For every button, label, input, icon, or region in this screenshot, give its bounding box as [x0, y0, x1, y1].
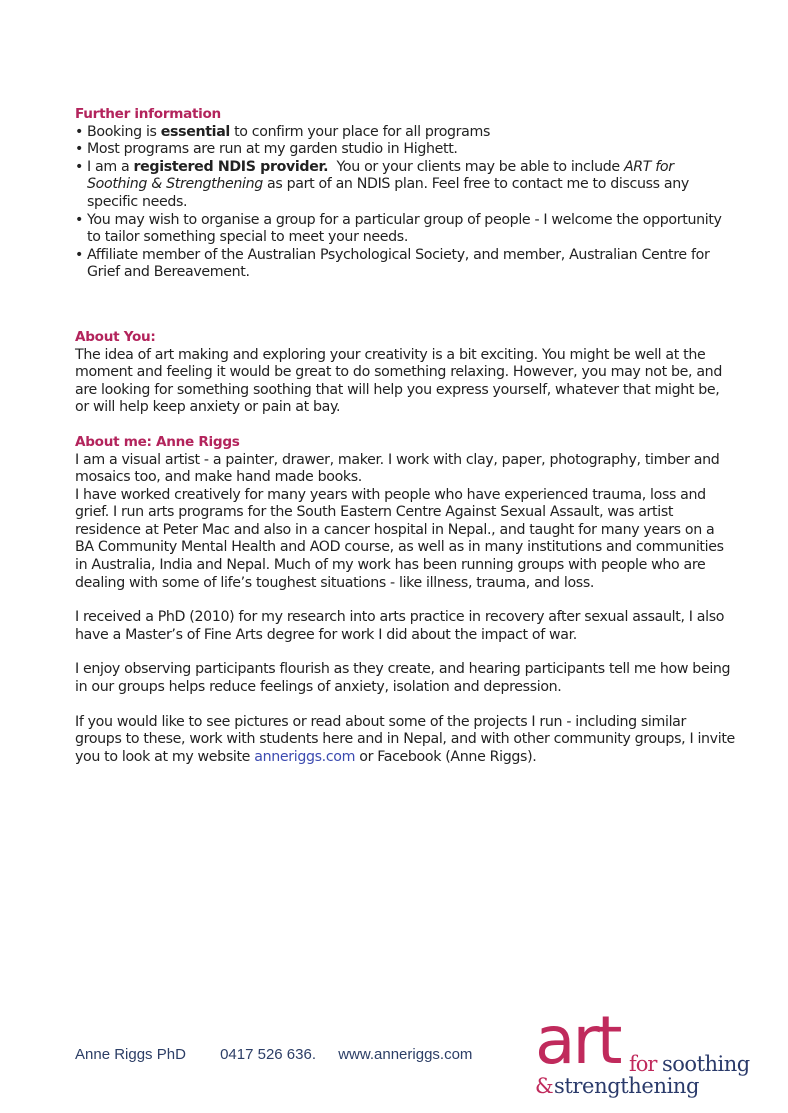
list-item-text: You may wish to organise a group for a particular group of people - I welcome the opportunity to tailor something special to meet your needs.	[87, 211, 722, 246]
spacer	[75, 592, 735, 609]
bullet-icon: •	[75, 246, 84, 263]
list-item-text: I am a	[87, 158, 134, 175]
about-me-paragraph	[75, 714, 735, 767]
about-me-heading: About me: Anne Riggs	[75, 433, 240, 450]
bullet-icon: •	[75, 158, 84, 175]
paragraph-text: If you would like to see pictures or read about some of the projects I run - including similar groups to these, work with students here and in Nepal, and with other community groups, I invite you to look at my website	[75, 713, 735, 765]
spacer	[75, 644, 735, 661]
about-me-paragraph: I received a PhD (2010) for my research into arts practice in recovery after sexual assault, I also have a Master’s of Fine Arts degree for work I did about the impact of war.	[75, 609, 725, 643]
list-item	[75, 124, 735, 142]
list-item	[75, 247, 735, 282]
footer-website-link[interactable]: www.anneriggs.com	[338, 1046, 473, 1063]
list-item-italic: ART for Soothing & Strengthening	[87, 158, 674, 193]
brand-logo	[535, 1002, 765, 1107]
about-you-heading: About You:	[75, 328, 156, 345]
list-item	[75, 141, 735, 159]
spacer	[75, 697, 735, 714]
list-item-text: Most programs are run at my garden studio in Highett.	[87, 141, 458, 158]
logo-for-text: for	[629, 1052, 657, 1076]
list-item-text: You or your clients may be able to include	[328, 158, 624, 175]
about-me-paragraph: I have worked creatively for many years with people who have experienced trauma, loss and grief. I run arts programs for the South Eastern Centre Against Sexual Assault, was artist residence at Peter Mac and also in a cancer hospital in Nepal., and taught for many years on a BA Community Mental Health and AOD course, as well as in many institutions and communities in Australia, India and Nepal. Much of my work has been running groups with people who are dealing with some of life’s toughest situations - like illness, trauma, and loss.	[75, 486, 724, 591]
footer-name: Anne Riggs PhD	[75, 1046, 186, 1063]
logo-strengthening-text: strengthening	[554, 1074, 700, 1098]
spacer	[75, 282, 735, 329]
list-item-text: Booking is	[87, 123, 161, 140]
footer	[75, 1046, 472, 1063]
list-item-bold: registered NDIS provider.	[133, 158, 329, 175]
logo-ampersand: &	[535, 1074, 554, 1098]
bullet-icon: •	[75, 141, 84, 158]
about-me-paragraph: I am a visual artist - a painter, drawer, maker. I work with clay, paper, photography, timber and mosaics too, and make hand made books.	[75, 451, 720, 486]
list-item-text: to confirm your place for all programs	[229, 123, 491, 140]
bullet-icon: •	[75, 211, 84, 228]
website-link[interactable]: anneriggs.com	[254, 748, 356, 765]
further-information-section	[75, 106, 735, 282]
paragraph-text: or Facebook (Anne Riggs).	[355, 748, 537, 765]
about-you-section	[75, 329, 735, 417]
footer-phone: 0417 526 636.	[220, 1046, 317, 1063]
further-information-heading: Further information	[75, 106, 221, 122]
list-item	[75, 212, 735, 247]
list-item-text: as part of an NDIS plan. Feel free to contact me to discuss any specific needs.	[87, 176, 689, 210]
about-me-section	[75, 434, 735, 767]
list-item-text: Affiliate member of the Australian Psychological Society, and member, Australian Centre for Grief and Bereavement.	[87, 246, 710, 281]
about-me-paragraph: I enjoy observing participants flourish as they create, and hearing participants tell me how being in our groups helps reduce feelings of anxiety, isolation and depression.	[75, 661, 731, 696]
spacer	[75, 417, 735, 434]
about-you-paragraph: The idea of art making and exploring your creativity is a bit exciting. You might be well at the moment and feeling it would be great to do something relaxing. However, you may not be, and are looking for something soothing that will help you express yourself, whatever that might be, or will help keep anxiety or pain at bay.	[75, 346, 722, 416]
logo-art-text: art	[535, 1002, 620, 1079]
bullet-icon: •	[75, 123, 84, 140]
document-body	[75, 106, 735, 766]
further-information-list	[75, 124, 735, 282]
list-item	[75, 159, 735, 212]
logo-soothing-text: soothing	[662, 1052, 750, 1076]
list-item-bold: essential	[160, 123, 230, 140]
